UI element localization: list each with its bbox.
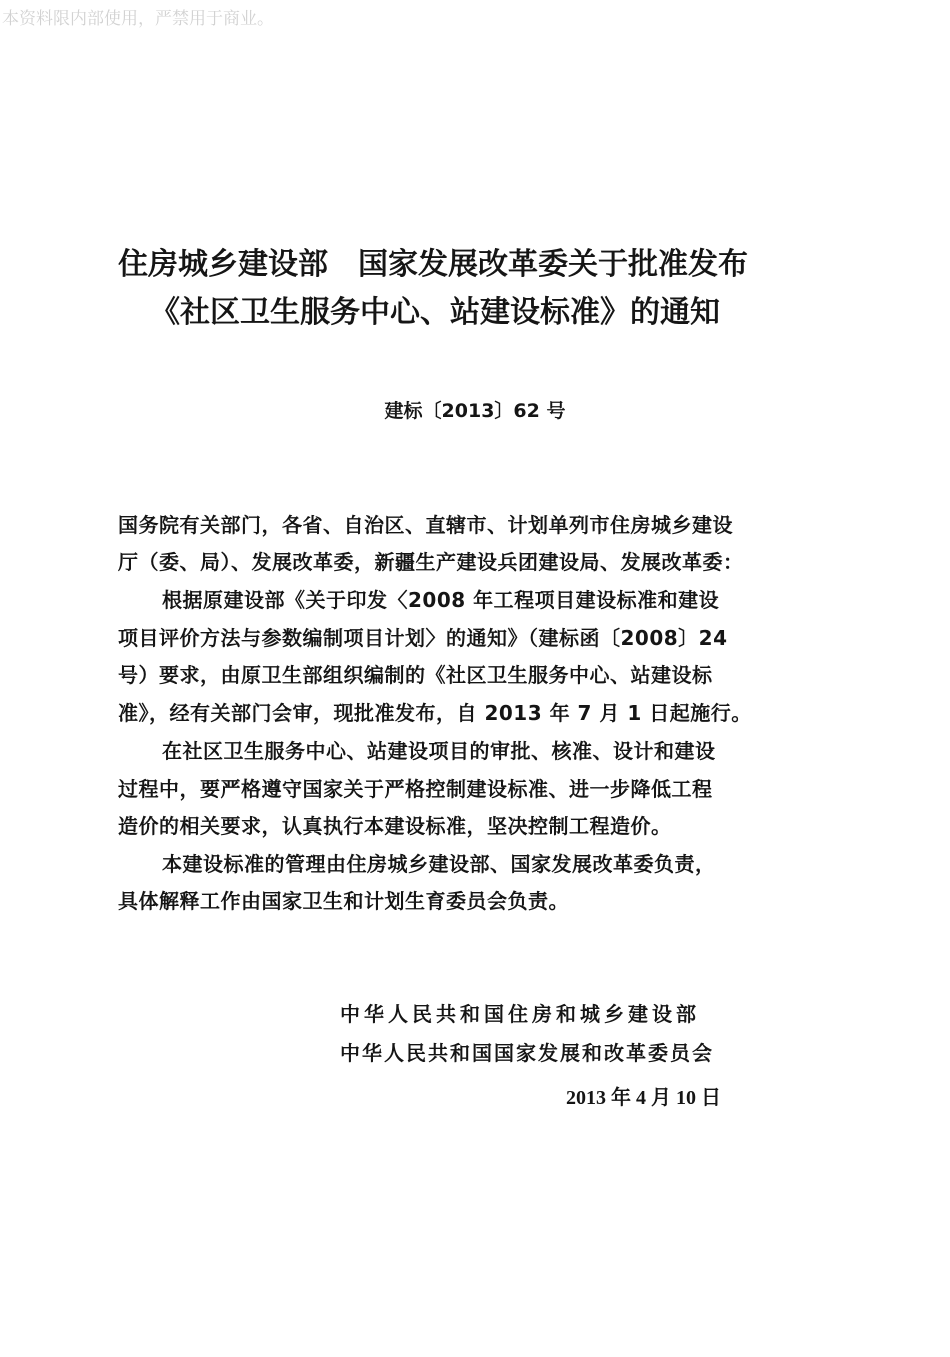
body-line: 厅（委、局）、发展改革委，新疆生产建设兵团建设局、发展改革委： <box>118 550 744 574</box>
document-title-line-1: 住房城乡建设部 国家发展改革委关于批准发布 <box>118 247 748 282</box>
body-line: 根据原建设部《关于印发〈2008 年工程项目建设标准和建设 <box>162 588 720 612</box>
body-line: 本建设标准的管理由住房城乡建设部、国家发展改革委负责， <box>162 852 716 876</box>
body-line: 项目评价方法与参数编制项目计划〉的通知》（建标函〔2008〕24 <box>118 626 728 650</box>
body-line: 准》，经有关部门会审，现批准发布，自 2013 年 7 月 1 日起施行。 <box>118 701 752 725</box>
body-line: 具体解释工作由国家卫生和计划生育委员会负责。 <box>118 889 569 913</box>
document-number: 建标〔2013〕62 号 <box>384 400 566 422</box>
issue-date: 2013 年 4 月 10 日 <box>566 1087 721 1109</box>
body-line: 国务院有关部门，各省、自治区、直辖市、计划单列市住房城乡建设 <box>118 513 733 537</box>
body-line: 造价的相关要求，认真执行本建设标准，坚决控制工程造价。 <box>118 814 672 838</box>
issuer-ndrc: 中华人民共和国国家发展和改革委员会 <box>340 1041 714 1065</box>
body-line: 在社区卫生服务中心、站建设项目的审批、核准、设计和建设 <box>162 739 716 763</box>
issuer-ministry-housing: 中华人民共和国住房和城乡建设部 <box>340 1002 700 1026</box>
body-line: 过程中，要严格遵守国家关于严格控制建设标准、进一步降低工程 <box>118 777 713 801</box>
watermark-text: 本资料限内部使用，严禁用于商业。 <box>2 9 274 29</box>
body-line: 号）要求，由原卫生部组织编制的《社区卫生服务中心、站建设标 <box>118 663 713 687</box>
document-title-line-2: 《社区卫生服务中心、站建设标准》的通知 <box>150 295 720 330</box>
